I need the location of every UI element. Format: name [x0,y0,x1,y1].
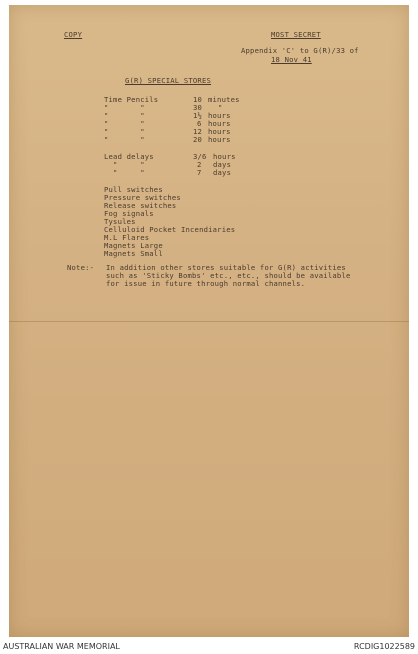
list-item-unit: hours [208,135,231,144]
list-item-unit: days [213,168,232,177]
list-item-unit: hours [208,127,231,136]
list-item: Pull switches [104,185,163,194]
list-item-value: 1½ [193,111,203,120]
list-item-value: 12 [193,127,203,136]
list-item-value: 7 [197,168,202,177]
list-item: Magnets Small [104,249,163,258]
list-item: M.L Flares [104,233,150,242]
fold-line [9,321,409,322]
list-item: " " [104,127,145,136]
list-item-unit: hours [213,152,236,161]
note-line: In addition other stores suitable for G(R) activities [106,263,346,272]
list-item: " " [104,160,145,169]
list-item: " " [104,103,145,112]
list-item: Celluloid Pocket Incendiaries [104,225,236,234]
list-item: Magnets Large [104,241,163,250]
list-item: Pressure switches [104,193,181,202]
list-item: Release switches [104,201,177,210]
list-item: " " [104,119,145,128]
list-item: Time Pencils [104,95,159,104]
document-date: 18 Nov 41 [271,55,312,64]
note-label: Note:- [67,263,95,272]
list-item: Lead delays [104,152,154,161]
appendix-reference: Appendix 'C' to G(R)/33 of [241,46,359,55]
list-item-unit: minutes [208,95,240,104]
footer-id: RCDIG1022589 [353,642,415,651]
list-item-unit: days [213,160,232,169]
list-item: Fog signals [104,209,154,218]
list-item-unit: " [218,103,223,112]
list-item-value: 6 [197,119,202,128]
copy-label: COPY [64,30,83,39]
list-item-value: 3/6 [193,152,207,161]
list-item: Tysules [104,217,136,226]
list-item-value: 2 [197,160,202,169]
archive-footer [0,640,418,654]
note-line: for issue in future through normal channels. [106,279,306,288]
list-item: " " [104,168,145,177]
list-item-value: 30 [193,103,203,112]
list-item-unit: hours [208,119,231,128]
list-item-value: 10 [193,95,203,104]
document-page [9,5,409,637]
footer-source: AUSTRALIAN WAR MEMORIAL [3,642,120,651]
list-item-value: 20 [193,135,203,144]
note-line: such as 'Sticky Bombs' etc., etc., should be available [106,271,351,280]
list-item: " " [104,135,145,144]
page-title: G(R) SPECIAL STORES [125,76,212,85]
classification-label: MOST SECRET [271,30,321,39]
list-item: " " [104,111,145,120]
list-item-unit: hours [208,111,231,120]
